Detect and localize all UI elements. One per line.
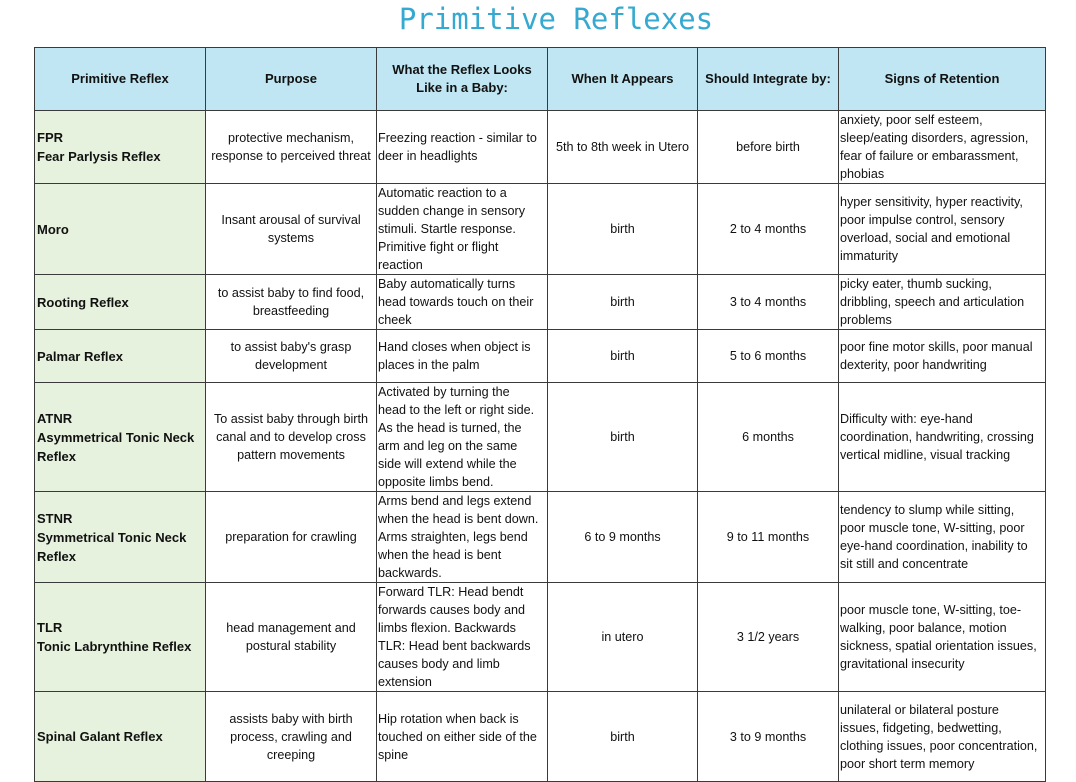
integrate-cell: 3 1/2 years xyxy=(698,583,839,692)
looks-like-line: touched on either side of the xyxy=(378,729,537,744)
purpose-line: breastfeeding xyxy=(252,304,330,318)
looks-like-line: backwards. xyxy=(378,566,442,580)
signs-line: poor short term memory xyxy=(840,756,975,771)
appears-cell: birth xyxy=(548,692,698,782)
signs-line: immaturity xyxy=(840,249,899,263)
looks-like-line: opposite limbs bend. xyxy=(378,475,494,489)
signs-line: poor fine motor skills, poor manual xyxy=(840,340,1033,354)
integrate-cell: 2 to 4 months xyxy=(698,184,839,275)
purpose-cell xyxy=(206,692,377,782)
reflex-name-cell xyxy=(35,583,206,692)
header-appears: When It Appears xyxy=(548,48,698,111)
appears-cell: 6 to 9 months xyxy=(548,492,698,583)
reflex-name-line: ATNR xyxy=(37,410,73,426)
signs-line: hyper sensitivity, hyper reactivity, xyxy=(840,195,1023,209)
reflex-name-cell xyxy=(35,275,206,330)
signs-cell xyxy=(839,383,1046,492)
reflex-name-cell xyxy=(35,383,206,492)
signs-cell xyxy=(839,184,1046,275)
purpose-line: development xyxy=(254,358,328,372)
reflex-table xyxy=(34,47,1046,782)
signs-line: phobias xyxy=(840,167,885,181)
looks-like-line: TLR: Head bent backwards xyxy=(378,639,531,653)
appears-cell: birth xyxy=(548,330,698,383)
header-purpose: Purpose xyxy=(206,48,377,111)
signs-line: unilateral or bilateral posture xyxy=(840,702,999,717)
looks-like-cell xyxy=(377,492,548,583)
signs-line: poor impulse control, sensory xyxy=(840,213,1005,227)
reflex-name-cell xyxy=(35,492,206,583)
purpose-line: systems xyxy=(267,231,315,245)
purpose-line: preparation for crawling xyxy=(225,530,357,544)
looks-like-line: reaction xyxy=(378,258,423,272)
reflex-name-line: FPR xyxy=(37,130,63,145)
header-row xyxy=(35,48,1046,111)
purpose-line: creeping xyxy=(266,747,316,762)
looks-like-line: stimuli. Startle response. xyxy=(378,222,516,236)
signs-cell xyxy=(839,583,1046,692)
appears-cell: birth xyxy=(548,383,698,492)
purpose-cell xyxy=(206,111,377,184)
table-row xyxy=(35,330,1046,383)
integrate-cell: 9 to 11 months xyxy=(698,492,839,583)
signs-line: walking, poor balance, motion xyxy=(840,621,1007,635)
reflex-name-line: Asymmetrical Tonic Neck xyxy=(37,429,195,445)
signs-line: Difficulty with: eye-hand xyxy=(840,412,973,426)
looks-like-line: head towards touch on their xyxy=(378,295,534,309)
integrate-cell: 5 to 6 months xyxy=(698,330,839,383)
reflex-name-line: Reflex xyxy=(37,548,77,564)
looks-like-line: spine xyxy=(378,747,409,762)
looks-like-line: As the head is turned, the xyxy=(378,421,522,435)
signs-line: poor muscle tone, W-sitting, toe- xyxy=(840,603,1022,617)
signs-line: sleep/eating disorders, agression, xyxy=(840,131,1029,145)
looks-like-cell xyxy=(377,692,548,782)
looks-like-line: places in the palm xyxy=(378,358,480,372)
looks-like-line: sudden change in sensory xyxy=(378,204,526,218)
reflex-name-line: STNR xyxy=(37,510,73,526)
integrate-cell: 3 to 4 months xyxy=(698,275,839,330)
looks-like-cell xyxy=(377,184,548,275)
looks-like-line: limbs flexion. Backwards xyxy=(378,621,516,635)
purpose-cell xyxy=(206,383,377,492)
signs-line: issues, fidgeting, bedwetting, xyxy=(840,720,1002,735)
purpose-cell xyxy=(206,275,377,330)
looks-like-line: Automatic reaction to a xyxy=(378,186,507,200)
looks-like-line: when the head is bent down. xyxy=(378,512,539,526)
purpose-line: head management and xyxy=(226,621,356,635)
signs-line: gravitational insecurity xyxy=(840,657,965,671)
reflex-name-line: Rooting Reflex xyxy=(37,294,129,310)
purpose-line: canal and to develop cross xyxy=(216,430,366,444)
integrate-cell: 3 to 9 months xyxy=(698,692,839,782)
purpose-line: To assist baby through birth xyxy=(213,412,368,426)
page-title: Primitive Reflexes xyxy=(398,2,714,36)
looks-like-line: Hand closes when object is xyxy=(378,340,531,354)
reflex-name-cell xyxy=(35,184,206,275)
header-reflex: Primitive Reflex xyxy=(35,48,206,111)
appears-cell: in utero xyxy=(548,583,698,692)
integrate-cell: before birth xyxy=(698,111,839,184)
signs-cell xyxy=(839,111,1046,184)
looks-like-line: extension xyxy=(378,675,432,689)
signs-line: picky eater, thumb sucking, xyxy=(840,277,992,291)
signs-line: vertical midline, visual tracking xyxy=(840,448,1011,462)
reflex-name-cell xyxy=(35,692,206,782)
integrate-cell: 6 months xyxy=(698,383,839,492)
signs-line: dexterity, poor handwriting xyxy=(840,358,987,372)
purpose-line: response to perceived threat xyxy=(211,149,371,163)
purpose-line: pattern movements xyxy=(237,448,345,462)
table-row xyxy=(35,111,1046,184)
header-signs: Signs of Retention xyxy=(839,48,1046,111)
looks-like-cell xyxy=(377,583,548,692)
looks-like-line: forwards causes body and xyxy=(378,603,526,617)
looks-like-line: Arms straighten, legs bend xyxy=(378,530,528,544)
reflex-name-line: Reflex xyxy=(37,448,77,464)
signs-line: overload, social and emotional xyxy=(840,231,1011,245)
reflex-name-line: Symmetrical Tonic Neck xyxy=(37,529,187,545)
reflex-name-cell xyxy=(35,330,206,383)
table-row xyxy=(35,383,1046,492)
table-row xyxy=(35,583,1046,692)
signs-line: poor muscle tone, W-sitting, poor xyxy=(840,521,1025,535)
signs-cell xyxy=(839,330,1046,383)
purpose-line: process, crawling and xyxy=(230,729,352,744)
appears-cell: birth xyxy=(548,184,698,275)
purpose-line: assists baby with birth xyxy=(229,711,353,726)
reflex-name-line: Tonic Labrynthine Reflex xyxy=(37,639,192,654)
purpose-line: postural stability xyxy=(245,639,337,653)
signs-line: problems xyxy=(840,313,892,327)
looks-like-line: Activated by turning the xyxy=(378,385,510,399)
signs-line: eye-hand coordination, inability to xyxy=(840,539,1028,553)
looks-like-line: when the head is bent xyxy=(378,548,502,562)
looks-like-line: causes body and limb xyxy=(378,657,500,671)
signs-line: dribbling, speech and articulation xyxy=(840,295,1025,309)
looks-like-line: deer in headlights xyxy=(378,149,478,163)
reflex-name-line: Palmar Reflex xyxy=(37,348,123,364)
table-row xyxy=(35,275,1046,330)
signs-line: anxiety, poor self esteem, xyxy=(840,113,983,127)
purpose-cell xyxy=(206,583,377,692)
looks-like-cell xyxy=(377,330,548,383)
looks-like-line: Arms bend and legs extend xyxy=(378,494,532,508)
purpose-line: protective mechanism, xyxy=(228,131,354,145)
looks-like-cell xyxy=(377,383,548,492)
signs-line: fear of failure or embarassment, xyxy=(840,149,1019,163)
purpose-line: Insant arousal of survival xyxy=(221,213,361,227)
looks-like-line: side will extend while the xyxy=(378,457,517,471)
looks-like-line: Baby automatically turns xyxy=(378,277,516,291)
reflex-name-line: Spinal Galant Reflex xyxy=(37,729,163,744)
signs-line: sickness, spatial orientation issues, xyxy=(840,639,1037,653)
looks-like-line: head to the left or right side. xyxy=(378,403,535,417)
table-row xyxy=(35,492,1046,583)
purpose-line: to assist baby to find food, xyxy=(217,286,365,300)
reflex-name-line: Moro xyxy=(37,221,69,237)
purpose-cell xyxy=(206,330,377,383)
purpose-cell xyxy=(206,492,377,583)
looks-like-line: Primitive fight or flight xyxy=(378,240,499,254)
header-looks-like: What the Reflex Looks Like in a Baby: xyxy=(377,48,548,111)
reflex-name-line: Fear Parlysis Reflex xyxy=(37,149,161,164)
looks-like-line: arm and leg on the same xyxy=(378,439,518,453)
table-row xyxy=(35,692,1046,782)
signs-line: tendency to slump while sitting, xyxy=(840,503,1015,517)
appears-cell: 5th to 8th week in Utero xyxy=(548,111,698,184)
reflex-name-line: TLR xyxy=(37,620,63,635)
signs-line: sit still and concentrate xyxy=(840,557,969,571)
purpose-line: to assist baby's grasp xyxy=(230,340,352,354)
header-integrate: Should Integrate by: xyxy=(698,48,839,111)
signs-line: coordination, handwriting, crossing xyxy=(840,430,1034,444)
looks-like-line: Hip rotation when back is xyxy=(378,711,519,726)
looks-like-line: cheek xyxy=(378,313,412,327)
looks-like-cell xyxy=(377,275,548,330)
signs-cell xyxy=(839,692,1046,782)
purpose-cell xyxy=(206,184,377,275)
table-row xyxy=(35,184,1046,275)
looks-like-line: Forward TLR: Head bendt xyxy=(378,585,524,599)
reflex-name-cell xyxy=(35,111,206,184)
signs-line: clothing issues, poor concentration, xyxy=(840,738,1038,753)
appears-cell: birth xyxy=(548,275,698,330)
looks-like-cell xyxy=(377,111,548,184)
signs-cell xyxy=(839,492,1046,583)
looks-like-line: Freezing reaction - similar to xyxy=(378,131,537,145)
signs-cell xyxy=(839,275,1046,330)
